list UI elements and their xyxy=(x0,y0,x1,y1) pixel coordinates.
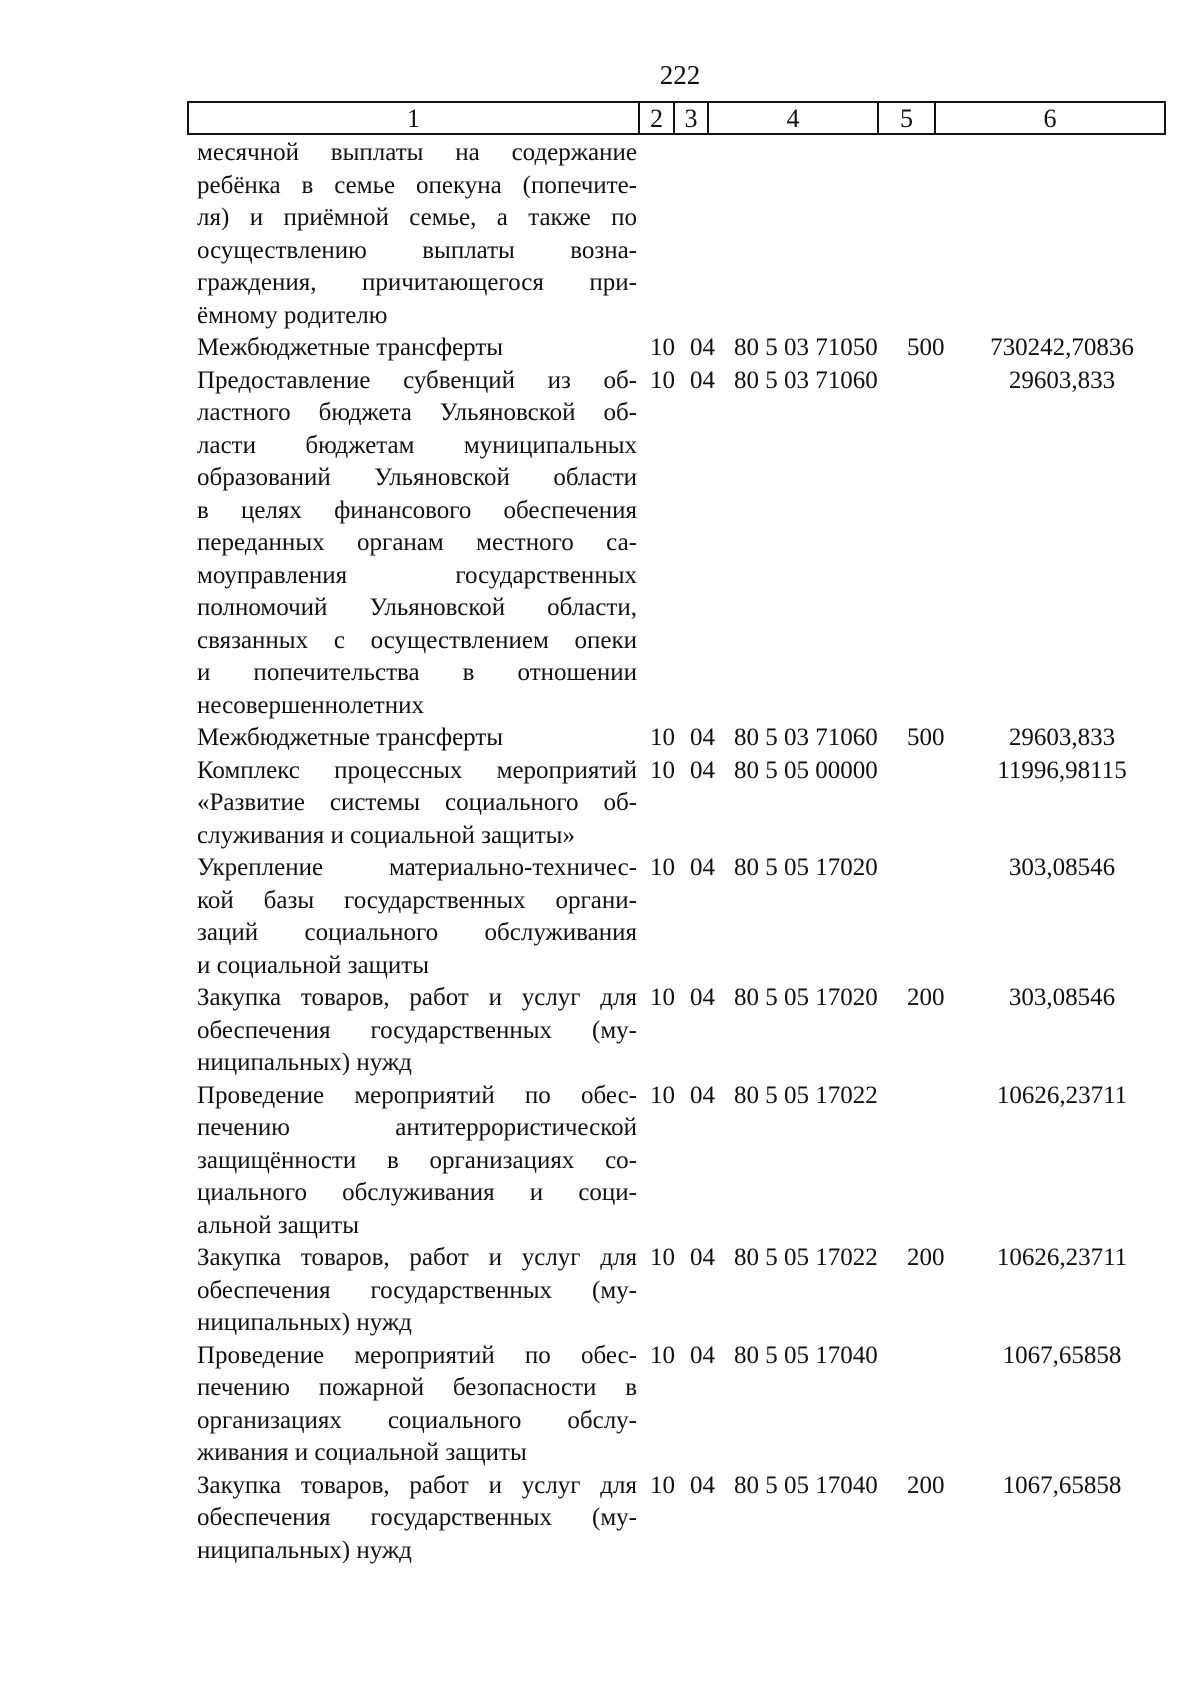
subsection-code: 04 xyxy=(690,984,715,1011)
description-line: Межбюджетные трансферты xyxy=(197,724,504,751)
description-line: ласти бюджетам муниципальных xyxy=(197,431,637,459)
header-col-5: 5 xyxy=(879,103,936,133)
subsection-code: 04 xyxy=(690,724,715,751)
description-line: служивания и социальной защиты» xyxy=(197,821,575,849)
subsection-code: 04 xyxy=(690,366,715,394)
table-row xyxy=(0,1470,1200,1568)
row-description xyxy=(197,982,637,1080)
description-line: «Развитие системы социального об- xyxy=(197,789,637,816)
description-line: Закупка товаров, работ и услуг для xyxy=(197,984,637,1011)
row-description xyxy=(197,722,637,755)
header-col-1: 1 xyxy=(189,103,640,133)
description-line: ластного бюджета Ульяновской об- xyxy=(197,399,637,426)
description-line: Укрепление материально-техничес- xyxy=(197,854,637,881)
target-article-code: 80 5 05 17022 xyxy=(734,1081,878,1109)
description-line: Предоставление субвенций из об- xyxy=(197,366,637,394)
description-line: Проведение мероприятий по обес- xyxy=(197,1081,637,1109)
description-line: ёмному родителю xyxy=(197,301,388,329)
description-line: месячной выплаты на содержание xyxy=(197,139,637,166)
table-row xyxy=(0,755,1200,853)
table-row xyxy=(0,365,1200,723)
expense-type-code: 200 xyxy=(907,1471,945,1499)
target-article-code: 80 5 03 71060 xyxy=(734,366,878,394)
table-row xyxy=(0,982,1200,1080)
table-row xyxy=(0,137,1200,332)
description-line: моуправления государственных xyxy=(197,561,637,589)
row-description xyxy=(197,1470,637,1568)
description-line: альной защиты xyxy=(197,1211,360,1239)
description-line: организациях социального обслу- xyxy=(197,1406,637,1434)
subsection-code: 04 xyxy=(690,1244,715,1271)
description-line: заций социального обслуживания xyxy=(197,919,637,946)
amount-value: 29603,833 xyxy=(1008,366,1116,394)
expense-type-code: 200 xyxy=(907,984,945,1011)
subsection-code: 04 xyxy=(690,1081,715,1109)
table-row xyxy=(0,332,1200,365)
target-article-code: 80 5 05 17040 xyxy=(734,1341,878,1369)
description-line: ниципальных) нужд xyxy=(197,1309,412,1336)
expense-type-code: 500 xyxy=(907,724,945,751)
subsection-code: 04 xyxy=(690,756,715,784)
description-line: живания и социальной защиты xyxy=(197,1439,527,1466)
section-code: 10 xyxy=(650,1081,675,1109)
header-col-3: 3 xyxy=(675,103,709,133)
target-article-code: 80 5 03 71050 xyxy=(734,334,878,361)
header-col-6: 6 xyxy=(1043,104,1057,133)
description-line: печению антитеррористической xyxy=(197,1114,637,1141)
description-line: в целях финансового обеспечения xyxy=(197,496,637,524)
table-row xyxy=(0,1242,1200,1340)
target-article-code: 80 5 05 17020 xyxy=(734,984,878,1011)
row-description xyxy=(197,852,637,982)
section-code: 10 xyxy=(650,1244,675,1271)
amount-value: 1067,65858 xyxy=(1002,1471,1122,1499)
row-description xyxy=(197,1242,637,1340)
table-row xyxy=(0,852,1200,982)
row-description xyxy=(197,332,637,365)
description-line: и социальной защиты xyxy=(197,951,430,979)
table-row xyxy=(0,1340,1200,1470)
description-line: ребёнка в семье опекуна (попечите- xyxy=(197,171,637,199)
section-code: 10 xyxy=(650,854,675,881)
description-line: и попечительства в отношении xyxy=(197,659,637,686)
amount-value: 303,08546 xyxy=(1008,984,1116,1011)
header-col-2: 2 xyxy=(640,103,675,133)
amount-value: 1067,65858 xyxy=(1002,1341,1122,1369)
page-number: 222 xyxy=(659,60,701,90)
description-line: связанных с осуществлением опеки xyxy=(197,626,637,654)
section-code: 10 xyxy=(650,334,675,361)
row-description xyxy=(197,365,637,723)
description-line: Комплекс процессных мероприятий xyxy=(197,756,637,784)
section-code: 10 xyxy=(650,756,675,784)
description-line: Закупка товаров, работ и услуг для xyxy=(197,1244,637,1271)
table-body xyxy=(0,137,1200,1567)
subsection-code: 04 xyxy=(690,1341,715,1369)
table-header xyxy=(187,101,1166,135)
subsection-code: 04 xyxy=(690,854,715,881)
target-article-code: 80 5 03 71060 xyxy=(734,724,878,751)
description-line: Закупка товаров, работ и услуг для xyxy=(197,1471,637,1499)
row-description xyxy=(197,137,637,332)
amount-value: 730242,70836 xyxy=(990,334,1134,361)
description-line: несовершеннолетних xyxy=(197,691,424,719)
description-line: ниципальных) нужд xyxy=(197,1049,412,1076)
description-line: Межбюджетные трансферты xyxy=(197,334,504,361)
description-line: обеспечения государственных (му- xyxy=(197,1016,637,1044)
description-line: циального обслуживания и соци- xyxy=(197,1179,637,1206)
description-line: переданных органам местного са- xyxy=(197,529,637,556)
description-line: ниципальных) нужд xyxy=(197,1536,412,1564)
section-code: 10 xyxy=(650,1341,675,1369)
table-row xyxy=(0,1080,1200,1243)
description-line: ля) и приёмной семье, а также по xyxy=(197,204,637,231)
amount-value: 10626,23711 xyxy=(996,1081,1128,1109)
description-line: обеспечения государственных (му- xyxy=(197,1504,637,1531)
description-line: кой базы государственных органи- xyxy=(197,886,637,914)
target-article-code: 80 5 05 17040 xyxy=(734,1471,878,1499)
description-line: Проведение мероприятий по обес- xyxy=(197,1341,637,1369)
section-code: 10 xyxy=(650,366,675,394)
subsection-code: 04 xyxy=(690,334,715,361)
amount-value: 10626,23711 xyxy=(996,1244,1128,1271)
row-description xyxy=(197,755,637,853)
description-line: граждения, причитающегося при- xyxy=(197,269,637,296)
section-code: 10 xyxy=(650,724,675,751)
target-article-code: 80 5 05 00000 xyxy=(734,756,878,784)
description-line: обеспечения государственных (му- xyxy=(197,1276,637,1304)
amount-value: 303,08546 xyxy=(1008,854,1116,881)
description-line: защищённости в организациях со- xyxy=(197,1146,637,1174)
description-line: осуществлению выплаты возна- xyxy=(197,236,637,264)
expense-type-code: 500 xyxy=(907,334,945,361)
expense-type-code: 200 xyxy=(907,1244,945,1271)
amount-value: 29603,833 xyxy=(1008,724,1116,751)
description-line: печению пожарной безопасности в xyxy=(197,1374,637,1401)
section-code: 10 xyxy=(650,1471,675,1499)
amount-value: 11996,98115 xyxy=(997,756,1127,784)
header-col-4: 4 xyxy=(709,103,879,133)
target-article-code: 80 5 05 17022 xyxy=(734,1244,878,1271)
description-line: образований Ульяновской области xyxy=(197,464,637,491)
target-article-code: 80 5 05 17020 xyxy=(734,854,878,881)
row-description xyxy=(197,1080,637,1243)
description-line: полномочий Ульяновской области, xyxy=(197,594,637,621)
section-code: 10 xyxy=(650,984,675,1011)
subsection-code: 04 xyxy=(690,1471,715,1499)
table-row xyxy=(0,722,1200,755)
row-description xyxy=(197,1340,637,1470)
